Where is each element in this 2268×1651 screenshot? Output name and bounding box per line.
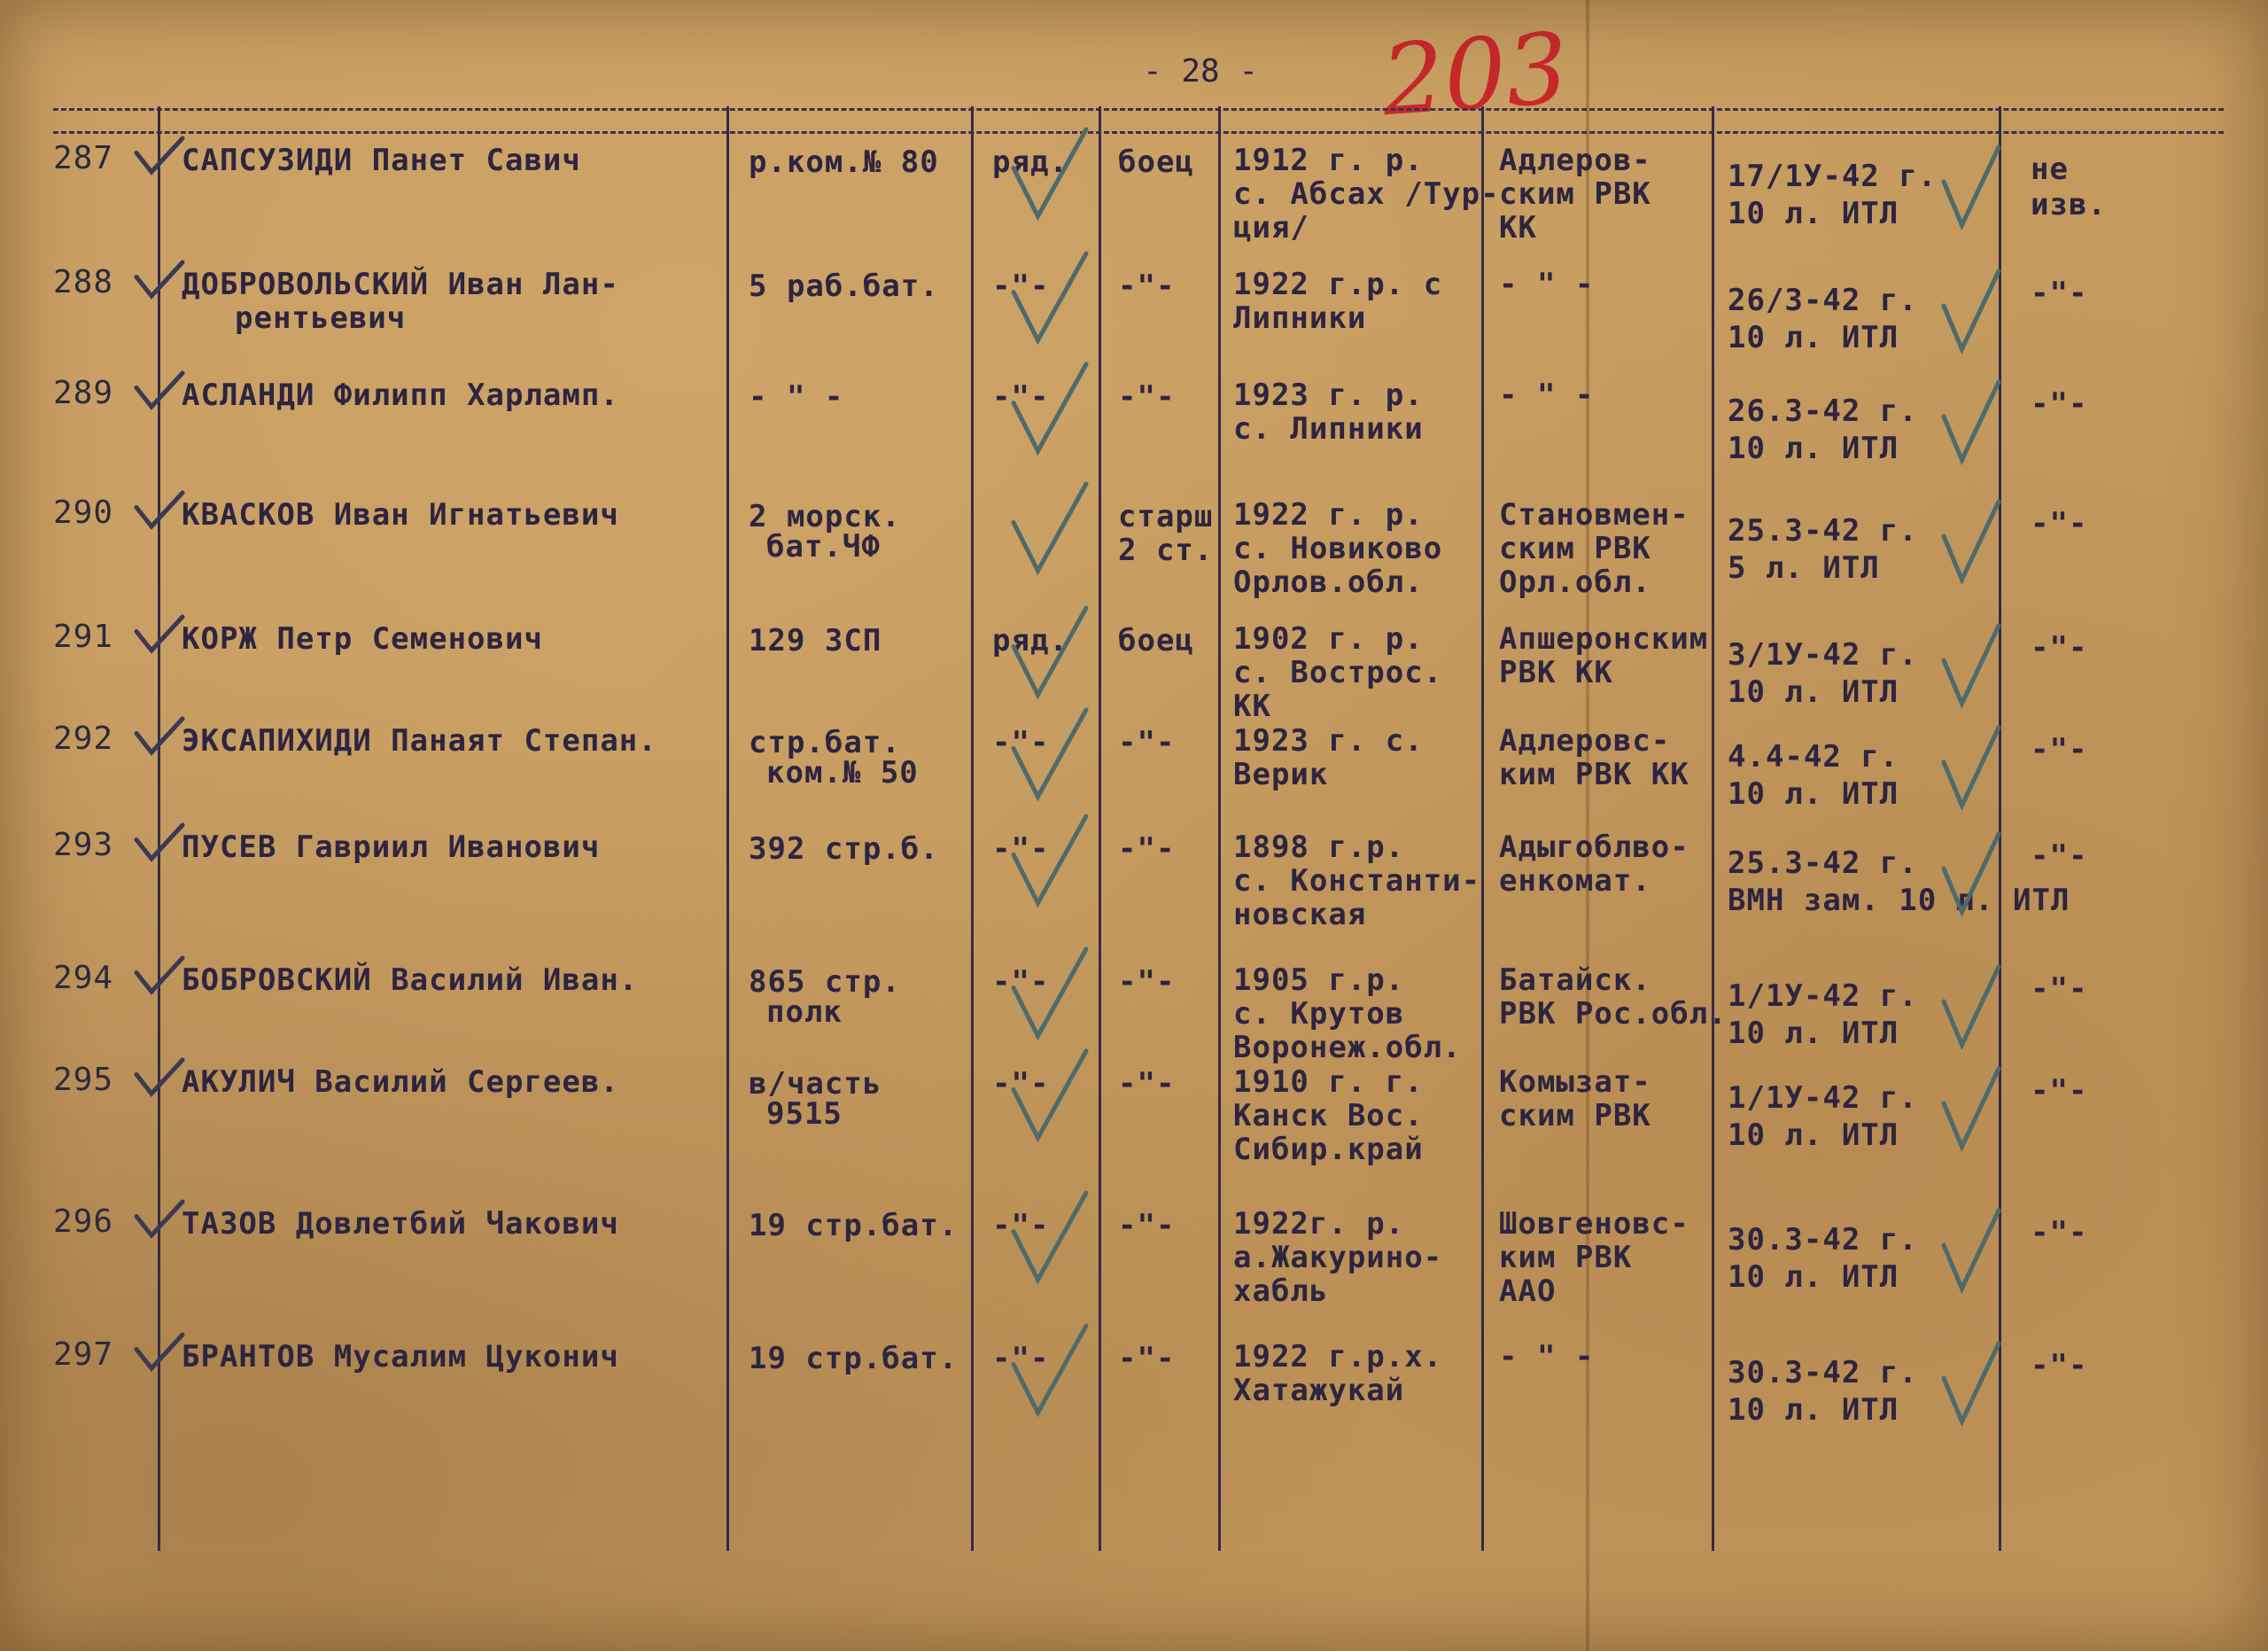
pencil-check-icon	[1010, 248, 1090, 346]
row-number: 292	[53, 720, 114, 757]
draft-office: ским РВК	[1499, 176, 1651, 212]
rank: -"-	[992, 1208, 1050, 1243]
person-name: ЭКСАПИХИДИ Панаят Степан.	[182, 723, 657, 759]
sentence: ВМН зам. 10 л. ИТЛ	[1728, 883, 2070, 918]
birth-info: 1923 г. р.	[1233, 378, 1424, 413]
row-number: 297	[53, 1336, 114, 1373]
birth-info: Сибир.край	[1233, 1132, 1424, 1167]
birth-info: 1910 г. г.	[1233, 1064, 1424, 1100]
position: -"-	[1118, 1066, 1176, 1102]
person-name: ДОБРОВОЛЬСКИЙ Иван Лан-	[182, 267, 619, 302]
pencil-check-icon	[1940, 142, 2002, 230]
row-number: 287	[53, 140, 114, 176]
birth-info: 1902 г. р.	[1233, 621, 1424, 657]
draft-office: Адыгоблво-	[1499, 829, 1689, 865]
draft-office: РВК Рос.обл.	[1499, 996, 1728, 1032]
pencil-check-icon	[1010, 944, 1090, 1041]
draft-office: Адлеров-	[1499, 143, 1651, 178]
pencil-check-icon	[1940, 620, 2002, 709]
draft-office: Комызат-	[1499, 1064, 1651, 1100]
military-unit: полк	[766, 994, 843, 1030]
draft-office: ким РВК	[1499, 1240, 1633, 1275]
row-check-icon	[133, 953, 186, 997]
military-unit: 19 стр.бат.	[749, 1208, 959, 1243]
person-name: КОРЖ Петр Семенович	[182, 621, 543, 657]
row-number: 293	[53, 827, 114, 863]
birth-info: 1922 г. р.	[1233, 497, 1424, 533]
archive-stamp-number: 203	[1378, 11, 1573, 138]
sentence: 10 л. ИТЛ	[1728, 1118, 1899, 1153]
birth-info: Канск Вос.	[1233, 1098, 1424, 1133]
military-unit: - " -	[749, 379, 844, 415]
draft-office: - " -	[1499, 267, 1595, 302]
birth-info: Липники	[1233, 300, 1367, 336]
birth-info: новская	[1233, 897, 1367, 932]
person-name: рентьевич	[235, 300, 407, 336]
military-unit: 392 стр.б.	[749, 831, 939, 867]
birth-info: ция/	[1233, 210, 1309, 245]
row-check-icon	[133, 368, 186, 412]
status: -"-	[2031, 1215, 2088, 1250]
header-rule	[53, 108, 2224, 111]
page-number: - 28 -	[1143, 53, 1259, 90]
sentence: 26/3-42 г.	[1728, 283, 1918, 318]
birth-info: а.Жакуринo-	[1233, 1240, 1443, 1275]
military-unit: бат.ЧФ	[766, 529, 881, 565]
military-unit: 865 стр.	[749, 964, 901, 1000]
birth-info: 1922 г.р.х.	[1233, 1339, 1443, 1375]
pencil-check-icon	[1010, 1046, 1090, 1143]
sentence: 10 л. ИТЛ	[1728, 431, 1899, 466]
row-number: 288	[53, 264, 114, 300]
draft-office: Шовгеновс-	[1499, 1206, 1689, 1242]
row-check-icon	[133, 487, 186, 532]
position: -"-	[1118, 725, 1176, 760]
draft-office: Адлеровс-	[1499, 723, 1671, 759]
column-separator	[1099, 106, 1101, 1551]
sentence: 30.3-42 г.	[1728, 1222, 1918, 1258]
draft-office: енкомат.	[1499, 863, 1651, 899]
status: -"-	[2031, 506, 2088, 541]
sentence: 10 л. ИТЛ	[1728, 1392, 1899, 1428]
person-name: ПУСЕВ Гавриил Иванович	[182, 829, 601, 865]
sentence: 3/1У-42 г.	[1728, 637, 1918, 673]
pencil-check-icon	[1940, 266, 2002, 354]
birth-info: с. Новиково	[1233, 531, 1443, 566]
row-check-icon	[133, 713, 186, 758]
row-check-icon	[133, 611, 186, 656]
military-unit: 19 стр.бат.	[749, 1341, 959, 1376]
rank: -"-	[992, 725, 1050, 760]
paper-fold	[1586, 0, 1589, 1651]
rank: ряд.	[992, 144, 1068, 180]
pencil-check-icon	[1940, 829, 2002, 917]
position: старш	[1118, 499, 1214, 534]
rank: -"-	[992, 1341, 1050, 1376]
position: -"-	[1118, 964, 1176, 1000]
status: -"-	[2031, 630, 2088, 666]
pencil-check-icon	[1010, 124, 1090, 222]
column-separator	[1712, 106, 1714, 1551]
birth-info: Хатажукай	[1233, 1373, 1405, 1408]
status: -"-	[2031, 838, 2088, 874]
military-unit: р.ком.№ 80	[749, 144, 939, 180]
column-separator	[971, 106, 974, 1551]
military-unit: 9515	[766, 1096, 843, 1132]
birth-info: с. Вострос.	[1233, 655, 1443, 690]
sentence: 10 л. ИТЛ	[1728, 674, 1899, 710]
person-name: АКУЛИЧ Василий Сергеев.	[182, 1064, 619, 1100]
draft-office: Орл.обл.	[1499, 565, 1651, 600]
status: -"-	[2031, 276, 2088, 311]
sentence: 26.3-42 г.	[1728, 393, 1918, 429]
birth-info: 1922 г.р. с	[1233, 267, 1443, 302]
sentence: 10 л. ИТЛ	[1728, 320, 1899, 355]
row-number: 291	[53, 619, 114, 655]
rank: -"-	[992, 379, 1050, 415]
military-unit: 2 морск.	[749, 499, 901, 534]
birth-info: Воронеж.обл.	[1233, 1030, 1462, 1065]
birth-info: 1912 г. р.	[1233, 143, 1424, 178]
status: -"-	[2031, 1348, 2088, 1383]
birth-info: с. Липники	[1233, 411, 1424, 447]
pencil-check-icon	[1940, 496, 2002, 585]
sentence: 10 л. ИТЛ	[1728, 1259, 1899, 1295]
position: -"-	[1118, 831, 1176, 867]
position: -"-	[1118, 379, 1176, 415]
row-number: 290	[53, 495, 114, 531]
person-name: БРАНТОВ Мусалим Цуконич	[182, 1339, 619, 1375]
draft-office: ским РВК	[1499, 531, 1651, 566]
row-check-icon	[133, 133, 186, 177]
sentence: 30.3-42 г.	[1728, 1355, 1918, 1390]
status: не	[2031, 152, 2069, 187]
row-check-icon	[133, 1196, 186, 1241]
birth-info: Орлов.обл.	[1233, 565, 1424, 600]
sentence: 1/1У-42 г.	[1728, 1080, 1918, 1116]
pencil-check-icon	[1010, 811, 1090, 908]
person-name: АСЛАНДИ Филипп Харламп.	[182, 378, 619, 413]
person-name: САПСУЗИДИ Панет Савич	[182, 143, 581, 178]
pencil-check-icon	[1940, 1338, 2002, 1427]
draft-office: ким РВК КК	[1499, 757, 1689, 792]
birth-info: 1922г. р.	[1233, 1206, 1405, 1242]
rank: ряд.	[992, 623, 1068, 658]
birth-info: Верик	[1233, 757, 1329, 792]
position: 2 ст.	[1118, 533, 1214, 568]
row-check-icon	[133, 257, 186, 301]
header-rule-2	[53, 131, 2224, 134]
birth-info: с. Абсах /Тур-	[1233, 176, 1500, 212]
birth-info: 1905 г.р.	[1233, 962, 1405, 998]
draft-office: Становмен-	[1499, 497, 1689, 533]
draft-office: Батайск.	[1499, 962, 1651, 998]
position: боец	[1118, 144, 1194, 180]
sentence: 10 л. ИТЛ	[1728, 1016, 1899, 1051]
person-name: КВАСКОВ Иван Игнатьевич	[182, 497, 619, 533]
pencil-check-icon	[1010, 603, 1090, 700]
status: -"-	[2031, 1073, 2088, 1109]
military-unit: 5 раб.бат.	[749, 269, 939, 304]
sentence: 25.3-42 г.	[1728, 845, 1918, 881]
row-check-icon	[133, 1329, 186, 1374]
position: -"-	[1118, 1208, 1176, 1243]
status: -"-	[2031, 386, 2088, 422]
rank: -"-	[992, 964, 1050, 1000]
rank: -"-	[992, 831, 1050, 867]
birth-info: КК	[1233, 689, 1271, 724]
birth-info: 1898 г.р.	[1233, 829, 1405, 865]
row-check-icon	[133, 820, 186, 864]
person-name: ТАЗОВ Довлетбий Чакович	[182, 1206, 619, 1242]
military-unit: ком.№ 50	[766, 755, 919, 790]
row-number: 289	[53, 375, 114, 411]
pencil-check-icon	[1010, 359, 1090, 456]
birth-info: хабль	[1233, 1273, 1329, 1309]
person-name: БОБРОВСКИЙ Василий Иван.	[182, 962, 639, 998]
position: боец	[1118, 623, 1194, 658]
draft-office: РВК КК	[1499, 655, 1613, 690]
pencil-check-icon	[1010, 705, 1090, 802]
status: изв.	[2031, 187, 2107, 222]
sentence: 1/1У-42 г.	[1728, 978, 1918, 1014]
sentence: 4.4-42 г.	[1728, 739, 1899, 775]
military-unit: стр.бат.	[749, 725, 901, 760]
pencil-check-icon	[1010, 1320, 1090, 1418]
draft-office: ским РВК	[1499, 1098, 1651, 1133]
birth-info: с. Константи-	[1233, 863, 1481, 899]
draft-office: КК	[1499, 210, 1537, 245]
sentence: 5 л. ИТЛ	[1728, 550, 1880, 586]
rank: -"-	[992, 269, 1050, 304]
pencil-check-icon	[1010, 479, 1090, 576]
draft-office: ААО	[1499, 1273, 1557, 1309]
pencil-check-icon	[1940, 962, 2002, 1050]
pencil-check-icon	[1010, 1188, 1090, 1285]
row-number: 295	[53, 1062, 114, 1098]
rank: -"-	[992, 1066, 1050, 1102]
draft-office: - " -	[1499, 1339, 1595, 1375]
draft-office: - " -	[1499, 378, 1595, 413]
sentence: 17/1У-42 г.	[1728, 159, 1938, 194]
row-number: 294	[53, 960, 114, 996]
pencil-check-icon	[1940, 722, 2002, 811]
pencil-check-icon	[1940, 1205, 2002, 1294]
birth-info: 1923 г. с.	[1233, 723, 1424, 759]
sentence: 10 л. ИТЛ	[1728, 776, 1899, 812]
position: -"-	[1118, 269, 1176, 304]
status: -"-	[2031, 732, 2088, 767]
pencil-check-icon	[1940, 377, 2002, 465]
pencil-check-icon	[1940, 1063, 2002, 1152]
row-number: 296	[53, 1203, 114, 1240]
status: -"-	[2031, 971, 2088, 1007]
column-separator	[1218, 106, 1221, 1551]
column-separator	[726, 106, 729, 1551]
sentence: 10 л. ИТЛ	[1728, 196, 1899, 231]
draft-office: Апшеронским	[1499, 621, 1709, 657]
row-check-icon	[133, 1055, 186, 1099]
military-unit: 129 ЗСП	[749, 623, 882, 658]
sentence: 25.3-42 г.	[1728, 513, 1918, 549]
column-separator	[1481, 106, 1484, 1551]
military-unit: в/часть	[749, 1066, 882, 1102]
birth-info: с. Крутов	[1233, 996, 1405, 1032]
position: -"-	[1118, 1341, 1176, 1376]
